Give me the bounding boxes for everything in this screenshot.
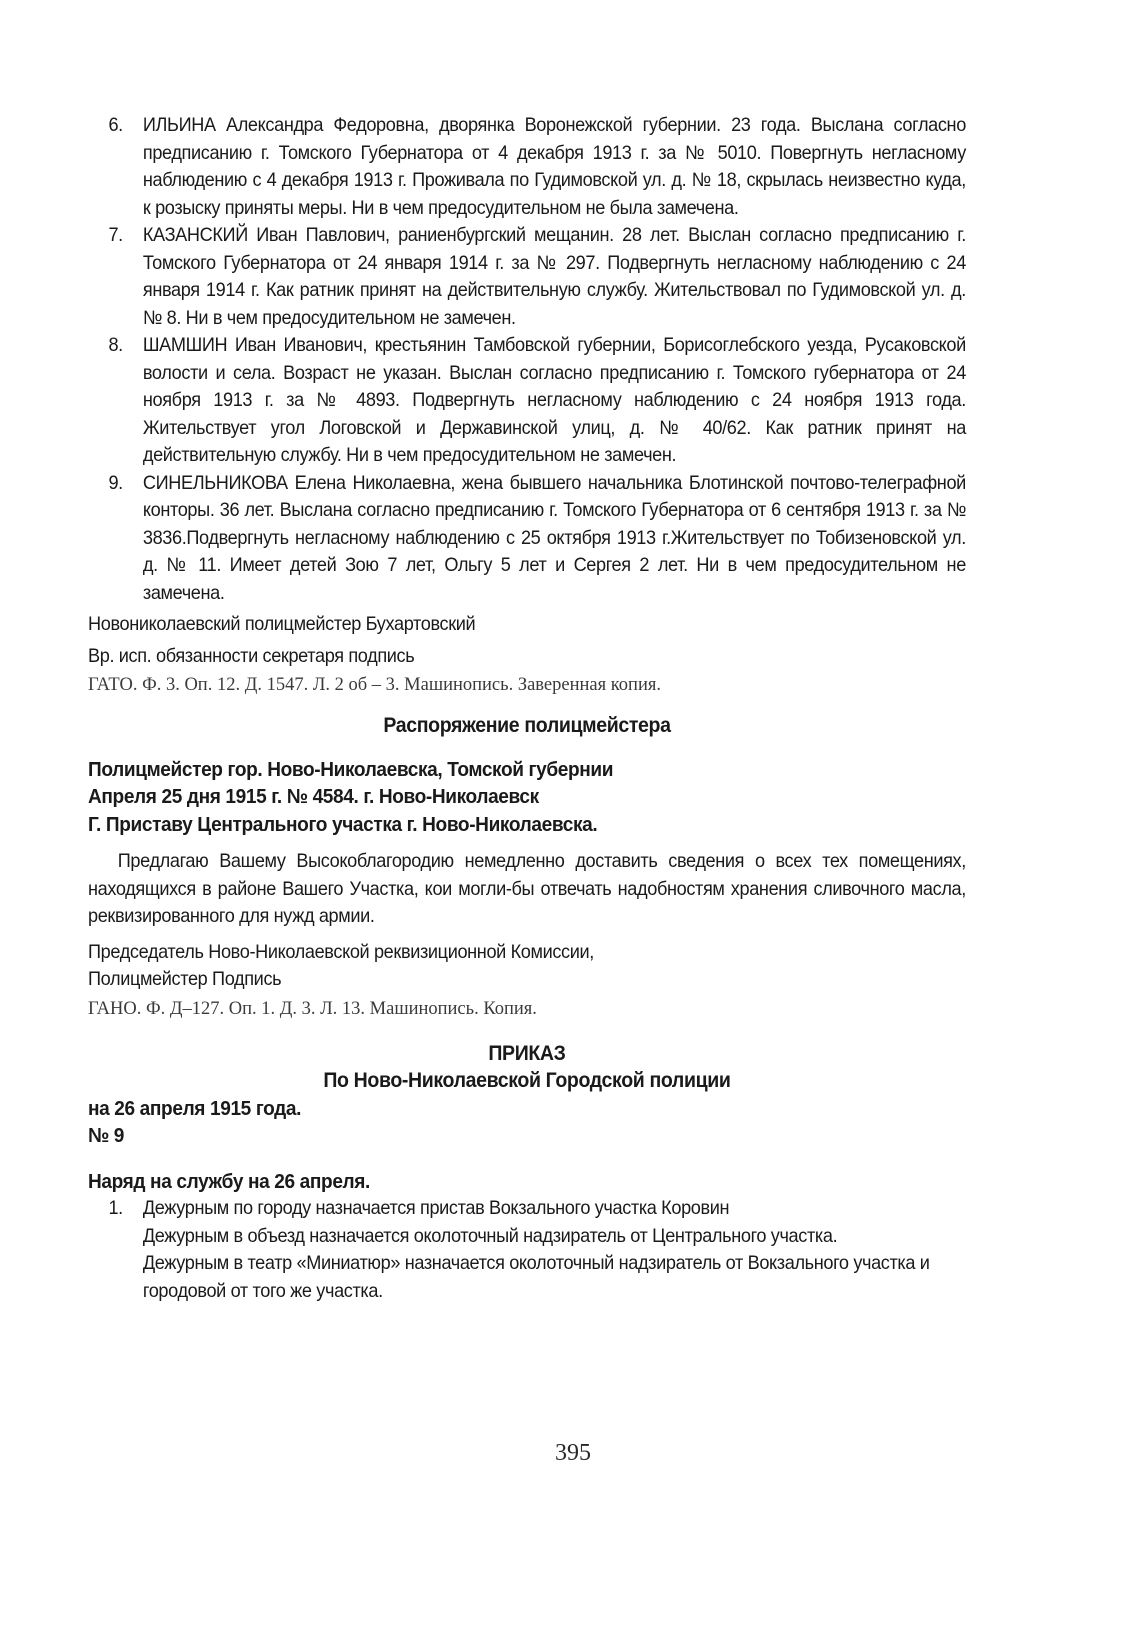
list-item-text: ИЛЬИНА Александра Федоровна, дворянка Воронежской губернии. 23 года. Выслана согласно предписанию г. Томского Губернатора от 4 декабря 1913 г. за № 5010. Повергнуть негласному наблюдению с 4 декабря 1913 г. Проживала по Гудимовской ул. д. № 18, скрылась неизвестно куда, к розыску приняты меры. Ни в чем предосудительном не была замечена. [142, 114, 966, 219]
prikaz-item-line: Дежурным по городу назначается пристав Вокзального участка Коровин [142, 1197, 730, 1219]
exile-list [88, 112, 966, 607]
order-header-line-1: Полицмейстер гор. Ново-Николаевска, Томской губернии [88, 757, 614, 781]
list-item-text: КАЗАНСКИЙ Иван Павлович, раниенбургский мещанин. 28 лет. Выслан согласно предписанию г. Томского Губернатора от 24 января 1914 г. за № 297. Подвергнуть негласному наблюдению с 24 января 1914 г. Как ратник принят на действительную службу. Жительствовал по Гудимовской ул. д. № 8. Ни в чем предосудительном не замечен. [142, 224, 966, 329]
list-item-number: 9. [108, 471, 123, 494]
list-item [88, 332, 966, 470]
document-page [88, 112, 966, 1305]
prikaz-section [88, 1040, 966, 1306]
signature-police-chief: Новониколаевский полицмейстер Бухартовский [88, 613, 476, 635]
order-body: Предлагаю Вашему Высокоблагородию немедленно доставить сведения о всех тех помещениях, находящихся в районе Вашего Участка, кои могли-бы отвечать надобностям хранения сливочного масла, реквизированного для нужд армии. [88, 850, 966, 927]
list-item [88, 222, 966, 332]
list-item-number: 8. [108, 334, 123, 356]
prikaz-subtitle: По Ново-Николаевской Городской полиции [323, 1069, 731, 1092]
list-item-number: 6. [108, 114, 123, 136]
section-title-order: Распоряжение полицмейстера [383, 714, 671, 737]
prikaz-title: ПРИКАЗ [488, 1041, 566, 1065]
prikaz-item-line: Дежурным в театр «Миниатюр» назначается околоточный надзиратель от Вокзального участка и городовой от того же участка. [142, 1252, 930, 1302]
prikaz-heading: Наряд на службу на 26 апреля. [88, 1169, 370, 1193]
list-item-text: СИНЕЛЬНИКОВА Елена Николаевна, жена бывшего начальника Блотинской почтово-телеграфной конторы. 36 лет. Выслана согласно предписанию г. Томского Губернатора от 6 сентября 1913 г. за № 3836.Подвергнуть негласному наблюдению с 25 октября 1913 г.Жительствует по Тобизеновской ул. д. № 11. Имеет детей Зою 7 лет, Ольгу 5 лет и Сергея 2 лет. Ни в чем предосудительном не замечена. [142, 471, 966, 604]
page-number: 395 [555, 1440, 591, 1466]
list-item-text: ШАМШИН Иван Иванович, крестьянин Тамбовской губернии, Борисоглебского уезда, Русаковской волости и села. Возраст не указан. Выслан согласно предписанию г. Томского губернатора от 24 ноября 1913 г. за № 4893. Подвергнуть негласному наблюдению с 24 ноября 1913 года. Жительствует угол Логовской и Державинской улиц, д. № 40/62. Как ратник принят на действительную службу. Ни в чем предосудительном не замечен. [142, 334, 966, 466]
order-signature-line-1: Председатель Ново-Николаевской реквизиционной Комиссии, [88, 940, 594, 963]
prikaz-item [88, 1195, 966, 1305]
order-section [88, 712, 966, 994]
signature-secretary: Вр. исп. обязанности секретаря подпись [88, 644, 415, 667]
list-item [88, 470, 966, 608]
prikaz-number: № 9 [88, 1124, 125, 1147]
prikaz-item-body [143, 1195, 966, 1305]
order-signature-line-2: Полицмейстер Подпись [88, 968, 282, 990]
prikaz-item-line: Дежурным в объезд назначается околоточный надзиратель от Центрального участка. [142, 1224, 838, 1247]
order-header-line-2: Апреля 25 дня 1915 г. № 4584. г. Ново-Николаевск [88, 785, 539, 808]
order-header-line-3: Г. Приставу Центрального участка г. Ново-Николаевска. [88, 812, 598, 836]
archive-source-1: ГАТО. Ф. 3. Оп. 12. Д. 1547. Л. 2 об – 3. Машинопись. Заверенная копия. [88, 675, 661, 695]
prikaz-date: на 26 апреля 1915 года. [88, 1096, 302, 1120]
list-item-number: 7. [108, 224, 123, 246]
prikaz-item-number: 1. [108, 1197, 123, 1219]
archive-source-2: ГАНО. Ф. Д–127. Оп. 1. Д. 3. Л. 13. Машинопись. Копия. [88, 998, 537, 1019]
exile-list-section [88, 112, 966, 670]
list-item [88, 112, 966, 222]
